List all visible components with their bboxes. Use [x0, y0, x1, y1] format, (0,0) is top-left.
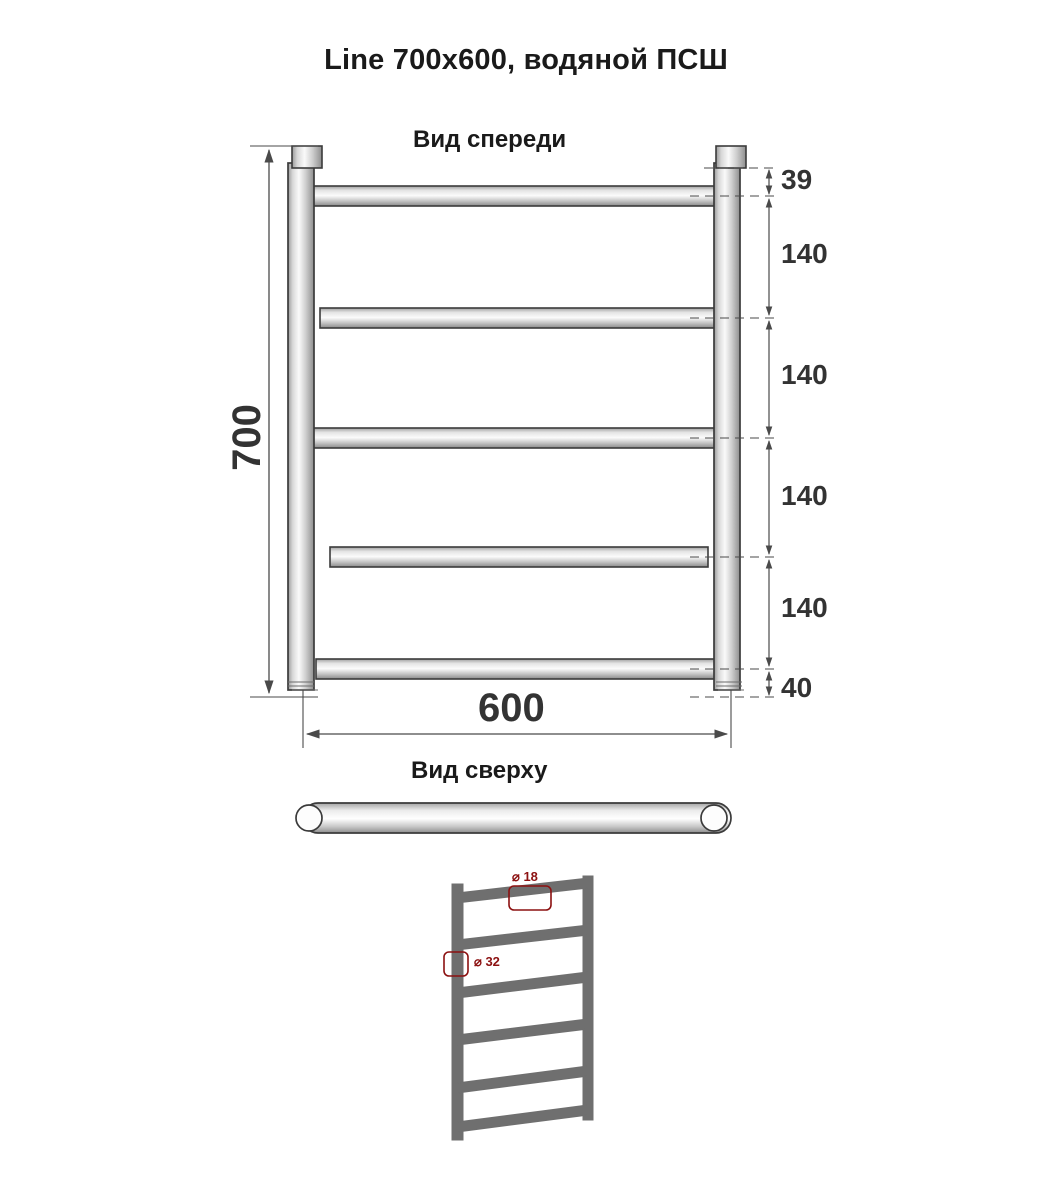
dimension-height-700: 700 — [224, 404, 269, 471]
detail-rung-5 — [457, 1066, 588, 1093]
dimension-140-1: 140 — [781, 238, 828, 269]
dimension-140-2: 140 — [781, 359, 828, 390]
dimension-diameter-32: ⌀ 32 — [474, 954, 500, 969]
right-vertical-post — [714, 146, 746, 690]
page-title: Line 700x600, водяной ПСШ — [324, 44, 728, 76]
rungs-group — [303, 186, 735, 679]
rung-5 — [316, 659, 722, 679]
detail-rung-4 — [457, 1019, 588, 1045]
front-view-label: Вид спереди — [413, 126, 567, 153]
dimension-width-600: 600 — [478, 686, 545, 730]
detail-rung-1 — [457, 878, 588, 903]
top-view-label: Вид сверху — [411, 757, 548, 784]
top-view-left-post-section — [296, 805, 322, 831]
front-view-group — [288, 146, 746, 690]
dimension-39: 39 — [781, 164, 813, 195]
dimension-40: 40 — [781, 672, 813, 703]
left-vertical-post — [288, 146, 322, 690]
top-view-group — [296, 803, 731, 833]
detail-rung-2 — [457, 925, 588, 950]
rung-3 — [311, 428, 727, 448]
dimension-140-3: 140 — [781, 480, 828, 511]
rung-1 — [303, 186, 735, 206]
top-view-right-post-section — [701, 805, 727, 831]
dimension-140-4: 140 — [781, 592, 828, 623]
detail-left-post — [452, 884, 463, 1140]
perspective-detail-group — [444, 876, 593, 1140]
dimension-diameter-18: ⌀ 18 — [512, 869, 538, 884]
detail-right-post — [583, 876, 593, 1120]
rung-4 — [330, 547, 708, 567]
rung-2 — [320, 308, 718, 328]
detail-rung-3 — [457, 972, 588, 998]
detail-rung-6 — [457, 1105, 588, 1132]
